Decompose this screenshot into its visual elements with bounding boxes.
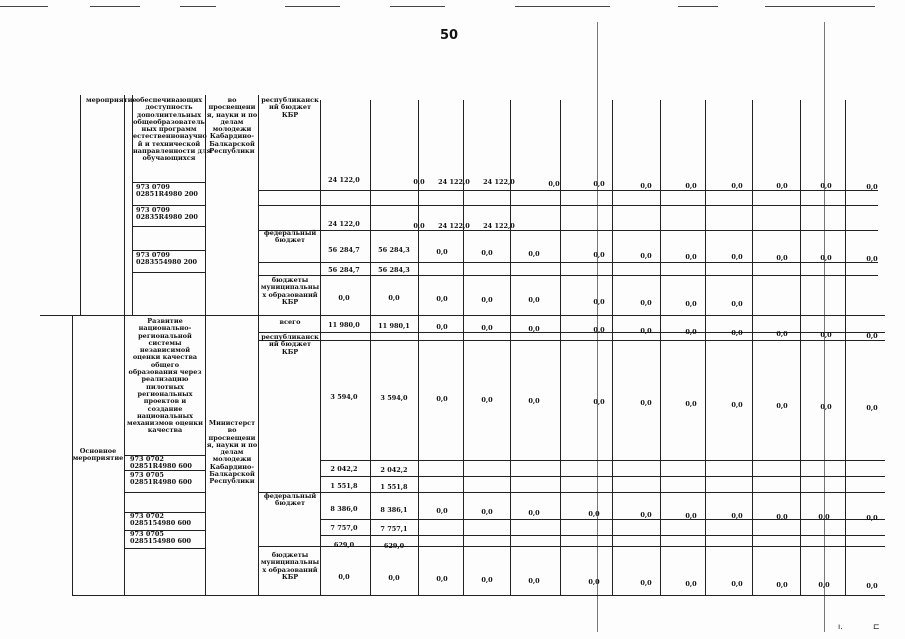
source-federal-budget: федеральный бюджет	[263, 229, 317, 245]
cell-value: 3 594,0	[330, 393, 358, 401]
cell-value: 0,0	[731, 182, 743, 190]
cell-value: 0,0	[388, 574, 400, 582]
cell-value: 0,0	[640, 511, 652, 519]
cell-value: 0,0	[776, 330, 788, 338]
cell-value: 0,0	[731, 512, 743, 520]
cell-value: 0,0	[776, 254, 788, 262]
cell-value: 0,0	[685, 182, 697, 190]
scan-mark	[0, 6, 48, 7]
executor-name: Министерст во просвещени я, науки и по делам молодежи Кабардино- Балкарской Республики	[206, 419, 258, 486]
cell-value: 0,0	[413, 222, 425, 230]
cell-value: 0,0	[528, 397, 540, 405]
cell-value: 0,0	[866, 514, 878, 522]
cell-value: 0,0	[731, 401, 743, 409]
cell-value: 7 757,1	[380, 525, 408, 533]
cell-value: 0,0	[436, 323, 448, 331]
cell-value: 0,0	[528, 250, 540, 258]
cell-value: 24 122,0	[438, 222, 470, 230]
cell-value: 24 122,0	[328, 176, 360, 184]
event-type-label: мероприятие	[86, 96, 137, 104]
source-municipal-budgets: бюджеты муниципальны х образований КБР	[260, 276, 320, 306]
cell-value: 0,0	[436, 507, 448, 515]
cell-value: 0,0	[776, 581, 788, 589]
cell-value: 24 122,0	[483, 178, 515, 186]
cell-value: 0,0	[481, 296, 493, 304]
cell-value: 0,0	[436, 295, 448, 303]
cell-value: 0,0	[593, 398, 605, 406]
cell-value: 0,0	[593, 251, 605, 259]
cell-value: 2 042,2	[380, 466, 408, 474]
cell-value: 56 284,7	[328, 246, 360, 254]
cell-value: 0,0	[820, 254, 832, 262]
budget-code: 973 0709 02835R4980 200	[136, 206, 198, 222]
scan-line	[824, 22, 825, 632]
cell-value: 1 551,8	[330, 482, 358, 490]
scan-mark	[678, 6, 718, 7]
cell-value: 0,0	[640, 252, 652, 260]
cell-value: 0,0	[481, 576, 493, 584]
cell-value: 0,0	[685, 580, 697, 588]
source-republican-budget: республиканск ий бюджет КБР	[261, 96, 319, 119]
cell-value: 0,0	[481, 396, 493, 404]
cell-value: 0,0	[731, 329, 743, 337]
cell-value: 1 551,8	[380, 483, 408, 491]
executor-name: во просвещени я, науки и по делам молодежи Кабардино- Балкарской Республики	[206, 96, 258, 156]
cell-value: 0,0	[593, 180, 605, 188]
cell-value: 0,0	[866, 582, 878, 590]
cell-value: 3 594,0	[380, 394, 408, 402]
cell-value: 0,0	[481, 508, 493, 516]
cell-value: 24 122,0	[328, 220, 360, 228]
cell-value: 0,0	[528, 325, 540, 333]
cell-value: 0,0	[593, 298, 605, 306]
cell-value: 0,0	[528, 296, 540, 304]
cell-value: 0,0	[685, 253, 697, 261]
cell-value: 0,0	[640, 399, 652, 407]
event-description: обеспечивающих доступность дополнительных общеобразователь ных программ естественнонаучно й и технической направленности для обучающихся	[133, 96, 212, 163]
cell-value: 0,0	[588, 578, 600, 586]
cell-value: 0,0	[388, 294, 400, 302]
source-municipal-budgets: бюджеты муниципальны х образований КБР	[260, 551, 320, 581]
cell-value: 7 757,0	[330, 524, 358, 532]
scan-mark	[765, 6, 875, 7]
cell-value: 0,0	[776, 513, 788, 521]
budget-code: 973 0709 02851R4980 200	[136, 183, 198, 199]
scan-mark	[180, 6, 216, 7]
scan-glyph: ⊏	[873, 622, 880, 631]
cell-value: 0,0	[640, 182, 652, 190]
cell-value: 0,0	[640, 579, 652, 587]
cell-value: 0,0	[820, 331, 832, 339]
cell-value: 0,0	[640, 327, 652, 335]
cell-value: 0,0	[436, 248, 448, 256]
budget-code: 973 0705 0285154980 600	[130, 530, 192, 546]
cell-value: 0,0	[436, 575, 448, 583]
cell-value: 0,0	[413, 178, 425, 186]
cell-value: 2 042,2	[330, 465, 358, 473]
cell-value: 56 284,7	[328, 266, 360, 274]
cell-value: 0,0	[776, 402, 788, 410]
cell-value: 0,0	[866, 332, 878, 340]
cell-value: 0,0	[436, 395, 448, 403]
cell-value: 11 980,0	[328, 321, 360, 329]
event-type-label: Основное мероприятие	[72, 447, 124, 463]
cell-value: 0,0	[731, 580, 743, 588]
cell-value: 24 122,0	[483, 222, 515, 230]
budget-code: 973 0709 0283554980 200	[136, 251, 198, 267]
cell-value: 629,0	[333, 541, 355, 549]
cell-value: 0,0	[685, 300, 697, 308]
cell-value: 56 284,3	[378, 266, 410, 274]
cell-value: 0,0	[866, 183, 878, 191]
cell-value: 0,0	[818, 581, 830, 589]
source-total: всего	[279, 318, 301, 326]
cell-value: 0,0	[866, 404, 878, 412]
page-number: 50	[440, 28, 459, 43]
cell-value: 56 284,3	[378, 246, 410, 254]
event-description: Развитие национально- региональной системы независимой оценки качества общего образования через реализацию пилотных региональных проектов и создание национальных механизмов оценки качества	[127, 317, 203, 435]
scan-mark	[515, 6, 610, 7]
cell-value: 0,0	[548, 180, 560, 188]
source-republican-budget: республиканск ий бюджет КБР	[261, 333, 319, 356]
budget-code: 973 0702 0285154980 600	[130, 512, 192, 528]
scan-mark	[390, 6, 445, 7]
cell-value: 0,0	[528, 509, 540, 517]
scan-mark	[285, 6, 340, 7]
cell-value: 8 386,0	[330, 505, 358, 513]
cell-value: 0,0	[588, 510, 600, 518]
cell-value: 629,0	[383, 542, 405, 550]
cell-value: 0,0	[593, 326, 605, 334]
cell-value: 0,0	[685, 512, 697, 520]
cell-value: 0,0	[685, 400, 697, 408]
cell-value: 8 386,1	[380, 506, 408, 514]
cell-value: 0,0	[481, 249, 493, 257]
cell-value: 0,0	[818, 513, 830, 521]
scan-mark	[90, 6, 140, 7]
cell-value: 0,0	[528, 577, 540, 585]
cell-value: 0,0	[731, 253, 743, 261]
cell-value: 11 980,1	[378, 322, 410, 330]
cell-value: 0,0	[685, 328, 697, 336]
budget-code: 973 0705 02851R4980 600	[130, 471, 192, 487]
cell-value: 0,0	[481, 324, 493, 332]
cell-value: 0,0	[640, 299, 652, 307]
cell-value: 0,0	[731, 300, 743, 308]
scan-glyph: ı.	[838, 622, 843, 631]
budget-code: 973 0702 02851R4980 600	[130, 455, 192, 471]
cell-value: 0,0	[338, 573, 350, 581]
cell-value: 0,0	[820, 403, 832, 411]
source-federal-budget: федеральный бюджет	[263, 492, 317, 508]
cell-value: 0,0	[776, 182, 788, 190]
cell-value: 0,0	[338, 294, 350, 302]
cell-value: 24 122,0	[438, 178, 470, 186]
cell-value: 0,0	[820, 182, 832, 190]
cell-value: 0,0	[866, 255, 878, 263]
